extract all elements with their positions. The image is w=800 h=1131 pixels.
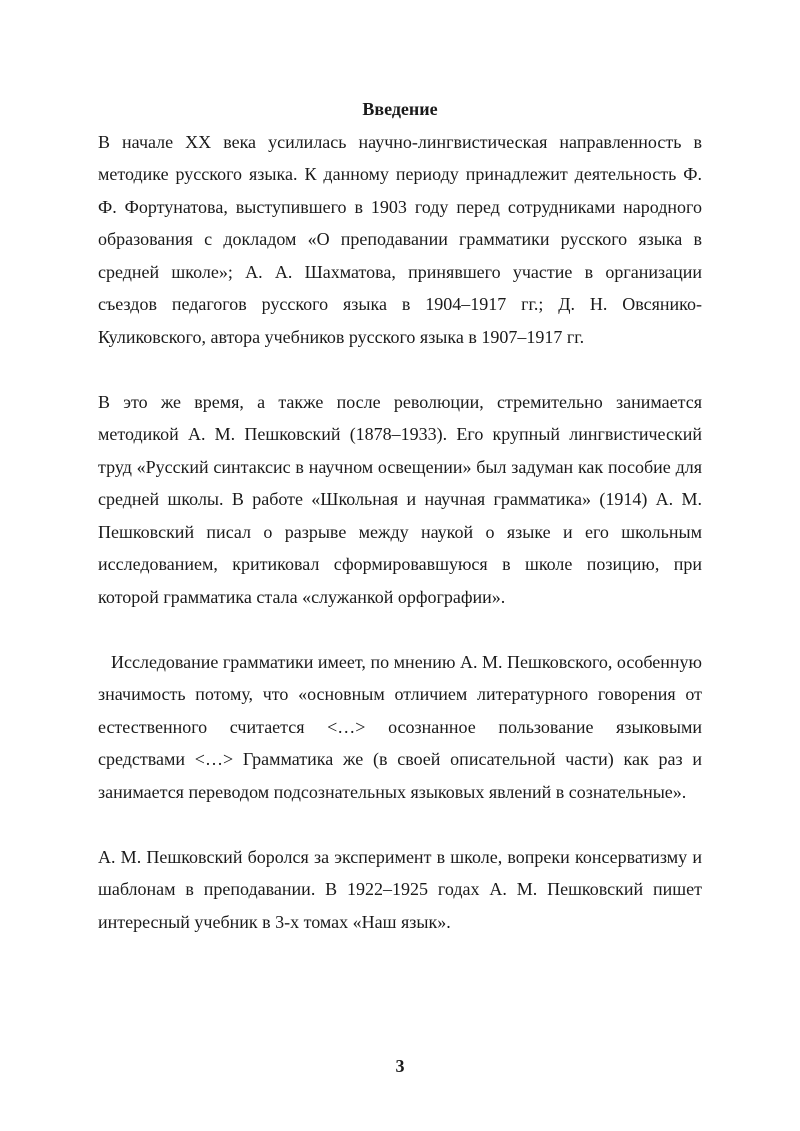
paragraph-spacer — [98, 613, 702, 646]
paragraph-1: В начале XX века усилилась научно-лингвистическая направленность в методике русского языка. К данному периоду принадлежит деятельность Ф. Ф. Фортунатова, выступившего в 1903 году перед сотрудниками народного образования с докладом «О преподавании грамматики русского языка в средней школе»; А. А. Шахматова, принявшего участие в организации съездов педагогов русского языка в 1904–1917 гг.; Д. Н. Овсянико-Куликовского, автора учебников русского языка в 1907–1917 гг. — [98, 131, 702, 347]
paragraph-3: Исследование грамматики имеет, по мнению А. М. Пешковского, особенную значимость потому, что «основным отличием литературного говорения от естественного считается <…> осознанное пользование языковыми средствами <…> Грамматика же (в своей описательной части) как раз и занимается переводом подсознательных языковых явлений в сознательные». — [98, 651, 702, 802]
page-number: 3 — [395, 1056, 405, 1076]
section-title: Введение — [362, 99, 438, 119]
document-page — [98, 93, 702, 938]
paragraph-spacer — [98, 353, 702, 386]
paragraph-spacer — [98, 808, 702, 841]
paragraph-4: А. М. Пешковский боролся за эксперимент в школе, вопреки консерватизму и шаблонам в преподавании. В 1922–1925 годах А. М. Пешковский пишет интересный учебник в 3-х томах «Наш язык». — [98, 846, 702, 932]
paragraph-2: В это же время, а также после революции, стремительно занимается методикой А. М. Пешковский (1878–1933). Его крупный лингвистический труд «Русский синтаксис в научном освещении» был задуман как пособие для средней школы. В работе «Школьная и научная грамматика» (1914) А. М. Пешковский писал о разрыве между наукой о языке и его школьным исследованием, критиковал сформировавшуюся в школе позицию, при которой грамматика стала «служанкой орфографии». — [98, 391, 702, 607]
